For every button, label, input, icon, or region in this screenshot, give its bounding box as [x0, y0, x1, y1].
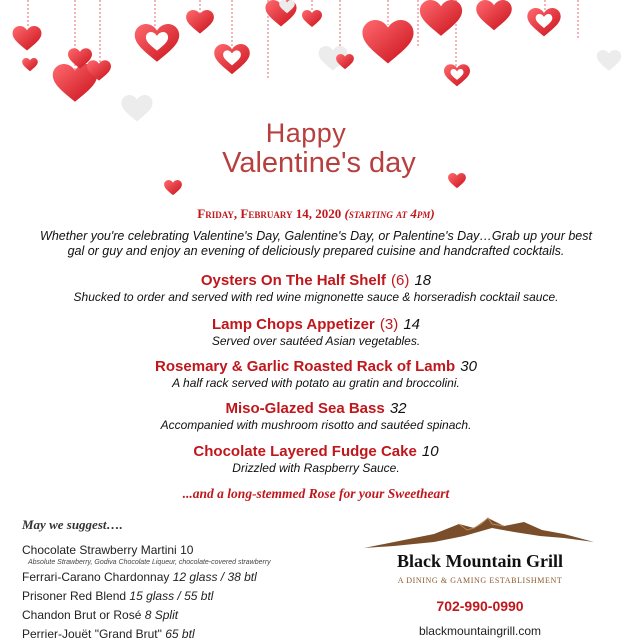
suggest-item-name: Prisoner Red Blend [22, 589, 127, 603]
suggest-item-price: 65 btl [165, 627, 195, 641]
menu-item-name: Chocolate Layered Fudge Cake [193, 443, 417, 460]
menu-item-name: Miso-Glazed Sea Bass [225, 400, 385, 417]
menu-item-sea-bass [0, 398, 632, 432]
suggest-item [22, 587, 352, 606]
event-date-text: Friday, February 14, 2020 [197, 206, 342, 221]
suggest-item-price: 12 glass / 38 btl [172, 570, 257, 584]
menu-item-name: Lamp Chops Appetizer [211, 316, 375, 333]
suggest-item-name: Ferrari-Carano Chardonnay [22, 570, 170, 584]
title-valentines-day: Valentine's day [222, 147, 416, 179]
suggest-item-price: 8 Split [144, 608, 179, 622]
rose-line: ...and a long-stemmed Rose for your Sweetheart [182, 486, 450, 501]
menu-item-price: 14 [403, 316, 420, 333]
restaurant-tagline: A DINING & GAMING ESTABLISHMENT [397, 576, 563, 585]
menu-item-name: Rosemary & Garlic Roasted Rack of Lamb [155, 358, 456, 375]
menu-item-name: Oysters On The Half Shelf [200, 272, 386, 289]
menu-item-oysters [0, 270, 632, 304]
suggest-item-price: 15 glass / 55 btl [129, 589, 214, 603]
suggest-item-name: Chocolate Strawberry Martini [22, 543, 177, 557]
event-start-time: (starting at 4pm) [344, 206, 435, 221]
menu-item-fudge-cake [0, 441, 632, 475]
menu-item-description: Served over sautéed Asian vegetables. [211, 334, 421, 348]
menu-item-description: Accompanied with mushroom risotto and sautéed spinach. [160, 418, 472, 432]
event-date [0, 206, 632, 222]
suggest-item [22, 606, 352, 625]
title-happy: Happy [265, 118, 347, 148]
suggest-item-name: Perrier-Jouët "Grand Brut" [22, 627, 162, 641]
menu-item-price: 30 [460, 358, 477, 375]
menu-item-count: (3) [379, 316, 399, 333]
restaurant-phone[interactable]: 702-990-0990 [436, 598, 524, 614]
menu-item-count: (6) [391, 272, 410, 289]
menu-item-description: A half rack served with potato au gratin and broccolini. [172, 376, 460, 390]
suggest-item [22, 568, 352, 587]
suggest-item [22, 625, 352, 644]
restaurant-name: Black Mountain Grill [396, 551, 564, 571]
suggest-list [22, 541, 352, 644]
suggest-item-name: Chandon Brut or Rosé [22, 608, 142, 622]
title-block [0, 118, 632, 180]
suggest-heading: May we suggest…. [22, 517, 123, 532]
menu-item-price: 32 [389, 400, 407, 417]
suggest-item-ingredients: Absolute Strawberry, Godiva Chocolate Liqueur, chocolate-covered strawberry [28, 559, 271, 566]
menu-item-price: 10 [421, 443, 439, 460]
menu-item-lamb-chops [0, 314, 632, 348]
menu-item-description: Drizzled with Raspberry Sauce. [232, 461, 400, 475]
suggest-item-price: 10 [180, 543, 194, 557]
menu-item-description: Shucked to order and served with red wine mignonette sauce & horseradish cocktail sauce. [73, 290, 559, 304]
menu-item-rack-of-lamb [0, 356, 632, 390]
intro-paragraph: Whether you're celebrating Valentine's Day, Galentine's Day, or Palentine's Day…Grab up your best gal or guy and enjoy an evening of deliciously prepared cuisine and handcrafted cocktails. [40, 229, 592, 258]
menu-item-price: 18 [414, 272, 432, 289]
restaurant-website[interactable]: blackmountaingrill.com [418, 624, 542, 638]
